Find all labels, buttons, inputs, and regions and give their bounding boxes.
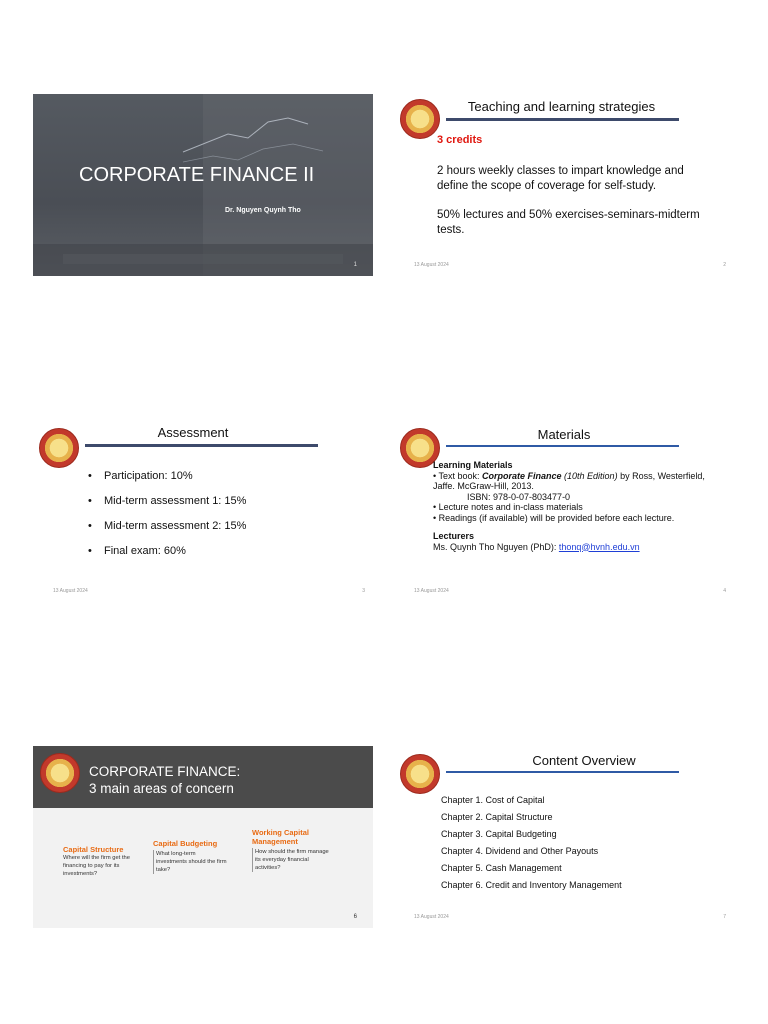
list-item: Chapter 6. Credit and Inventory Management bbox=[441, 880, 622, 890]
area-capital-budgeting bbox=[153, 839, 228, 874]
slide-number: 6 bbox=[353, 914, 357, 920]
slide-2 bbox=[394, 94, 734, 276]
slide-3 bbox=[33, 420, 373, 602]
slide-date: 13 August 2024 bbox=[414, 262, 449, 268]
slide-title: Assessment bbox=[157, 425, 229, 440]
textbook-prefix: • Text book: bbox=[433, 470, 483, 481]
readings-line: • Readings (if available) will be provided before each lecture. bbox=[433, 512, 675, 523]
list-item: Chapter 3. Capital Budgeting bbox=[441, 829, 557, 839]
list-item: • Participation: 10% bbox=[88, 470, 246, 482]
area-title: Capital Budgeting bbox=[153, 839, 218, 848]
area-title: Working Capital Management bbox=[252, 828, 309, 846]
slide-number: 3 bbox=[362, 588, 365, 594]
lecture-notes-line: • Lecture notes and in-class materials bbox=[433, 502, 583, 512]
area-description: How should the firm manage its everyday financial activities? bbox=[252, 848, 330, 872]
list-item: Chapter 2. Capital Structure bbox=[441, 812, 553, 822]
author-name: Dr. Nguyen Quynh Tho bbox=[225, 207, 301, 214]
lecturer-email-link[interactable]: thonq@hvnh.edu.vn bbox=[558, 541, 640, 552]
university-logo-icon bbox=[400, 754, 440, 794]
slide-title-line-2: 3 main areas of concern bbox=[89, 781, 234, 796]
slide-title: Teaching and learning strategies bbox=[467, 99, 656, 114]
list-item: • Mid-term assessment 2: 15% bbox=[88, 520, 246, 532]
area-description: What long-term investments should the firm take? bbox=[153, 850, 228, 874]
slide-title bbox=[89, 763, 240, 797]
lecturer-line bbox=[433, 542, 728, 553]
textbook-title: Corporate Finance bbox=[482, 470, 562, 481]
slide-date: 13 August 2024 bbox=[414, 588, 449, 594]
area-title: Capital Structure bbox=[63, 845, 124, 854]
slide-title: Content Overview bbox=[532, 753, 636, 768]
materials-body bbox=[433, 460, 728, 552]
lecturer-name: Ms. Quynh Tho Nguyen (PhD): bbox=[433, 541, 559, 552]
slide-1 bbox=[33, 94, 373, 276]
learning-materials-heading: Learning Materials bbox=[433, 460, 513, 470]
slide-date: 13 August 2024 bbox=[414, 914, 449, 920]
paragraph-lecture-split: 50% lectures and 50% exercises-seminars-midterm tests. bbox=[437, 209, 700, 236]
title-underline bbox=[446, 771, 679, 773]
assessment-list bbox=[88, 470, 246, 570]
slide-title: Materials bbox=[537, 427, 591, 442]
title-underline bbox=[446, 118, 679, 121]
textbook-edition: (10th Edition) bbox=[561, 470, 618, 481]
slide-number: 1 bbox=[353, 262, 357, 268]
list-item: Chapter 5. Cash Management bbox=[441, 863, 562, 873]
paragraph-weekly-classes: 2 hours weekly classes to impart knowledge and define the scope of coverage for self-study. bbox=[437, 165, 684, 192]
area-working-capital bbox=[252, 828, 330, 872]
slide-title-line-1: CORPORATE FINANCE: bbox=[89, 764, 241, 779]
slide-number: 4 bbox=[723, 588, 726, 594]
university-logo-icon bbox=[40, 753, 80, 793]
list-item: • Mid-term assessment 1: 15% bbox=[88, 495, 246, 507]
slide-6 bbox=[394, 746, 734, 928]
slide-number: 7 bbox=[723, 914, 726, 920]
textbook-authors: by Ross, Westerfield, Jaffe. McGraw-Hill, 2013. bbox=[433, 470, 705, 491]
textbook-line bbox=[433, 471, 728, 492]
presentation-title: CORPORATE FINANCE II bbox=[79, 164, 315, 186]
title-underline bbox=[85, 444, 318, 447]
credits-label: 3 credits bbox=[437, 134, 483, 146]
slide-5 bbox=[33, 746, 373, 928]
slide-4 bbox=[394, 420, 734, 602]
slide-date: 13 August 2024 bbox=[53, 588, 88, 594]
title-underline bbox=[446, 445, 679, 447]
lecturers-heading: Lecturers bbox=[433, 531, 475, 541]
slide-number: 2 bbox=[723, 262, 726, 268]
isbn-line: ISBN: 978-0-07-803477-0 bbox=[467, 491, 571, 502]
university-logo-icon bbox=[39, 428, 79, 468]
list-item: Chapter 1. Cost of Capital bbox=[441, 795, 545, 805]
list-item: Chapter 4. Dividend and Other Payouts bbox=[441, 846, 599, 856]
list-item: • Final exam: 60% bbox=[88, 545, 246, 557]
chapter-list bbox=[441, 792, 622, 894]
area-description: Where will the firm get the financing to pay for its investments? bbox=[63, 855, 131, 877]
area-capital-structure bbox=[63, 845, 135, 878]
